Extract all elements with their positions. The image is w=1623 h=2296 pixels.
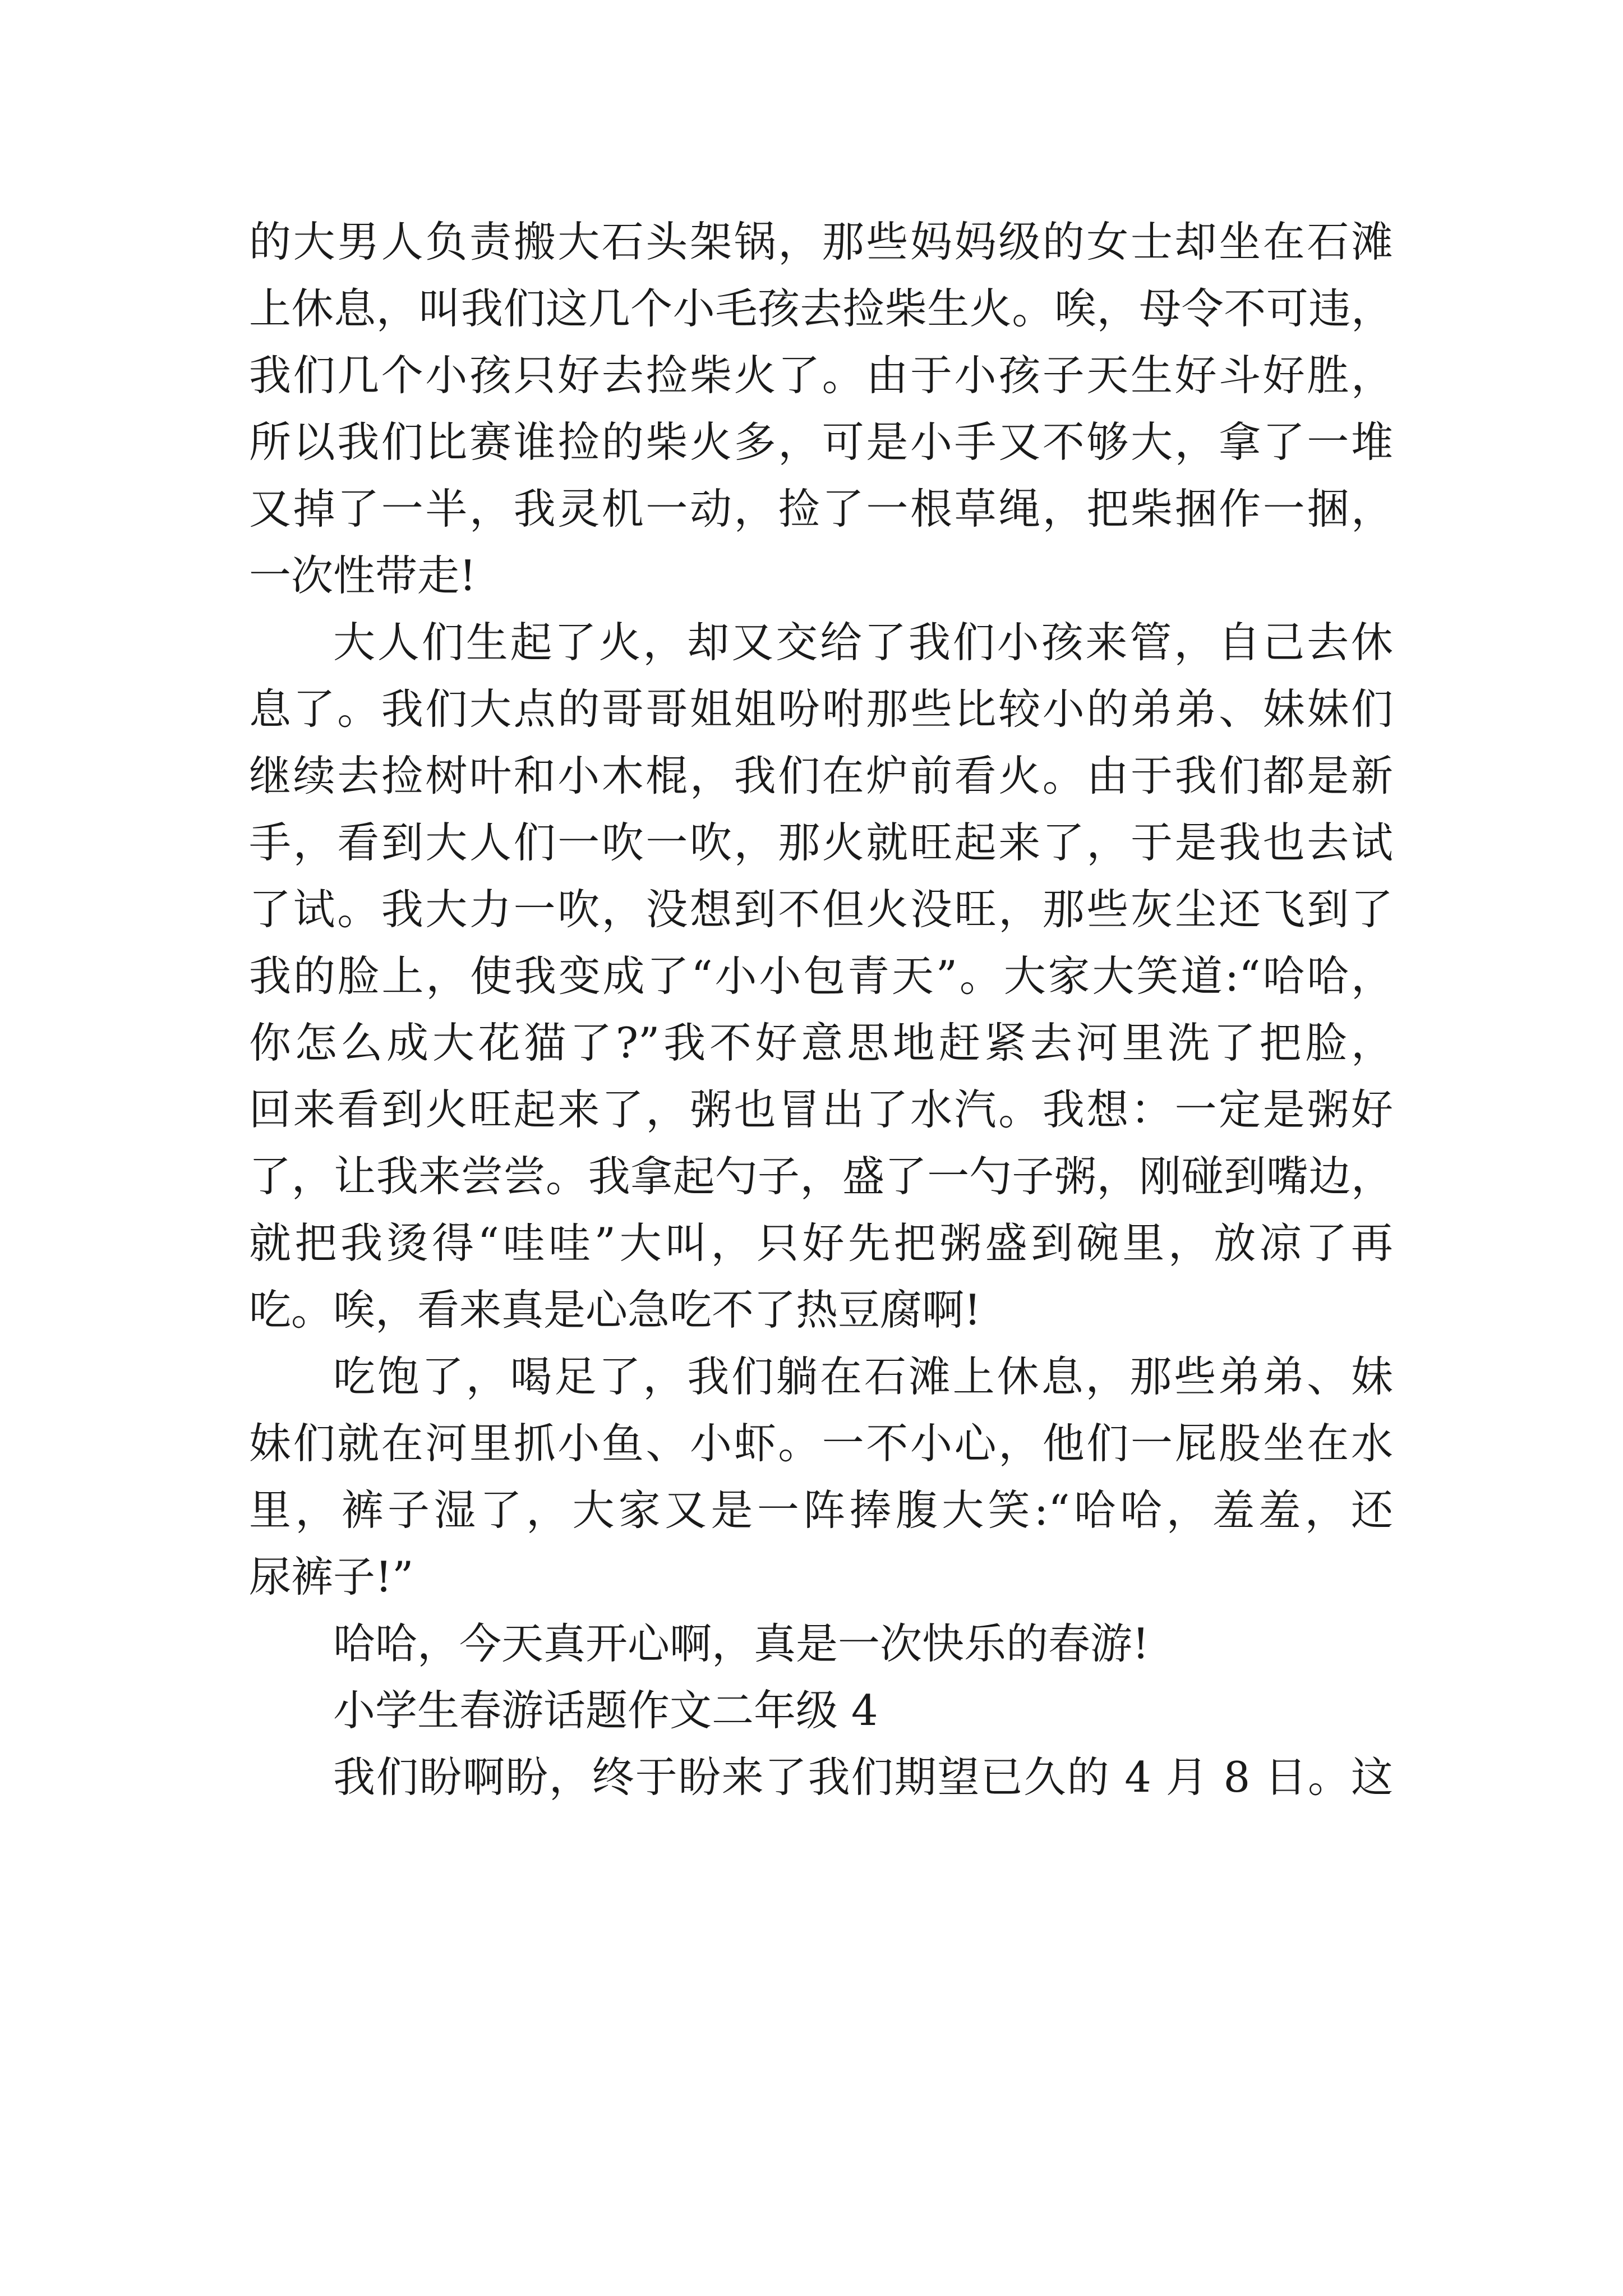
text-line: 的大男人负责搬大石头架锅，那些妈妈级的女士却坐在石滩 <box>249 217 1393 266</box>
text-line: 了试。我大力一吹，没想到不但火没旺，那些灰尘还飞到了 <box>249 885 1393 934</box>
text-line: 所以我们比赛谁捡的柴火多，可是小手又不够大，拿了一堆 <box>249 417 1393 467</box>
document-body <box>249 209 1393 1811</box>
text-line: 上休息，叫我们这几个小毛孩去捡柴生火。唉，母令不可违， <box>249 284 1393 333</box>
text-line: 吃饱了，喝足了，我们躺在石滩上休息，那些弟弟、妹 <box>333 1352 1393 1401</box>
text-line: 妹们就在河里抓小鱼、小虾。一不小心，他们一屁股坐在水 <box>249 1419 1393 1468</box>
text-line: 哈哈，今天真开心啊，真是一次快乐的春游! <box>333 1619 1150 1668</box>
text-line: 你怎么成大花猫了?”我不好意思地赶紧去河里洗了把脸， <box>249 1018 1393 1068</box>
text-line: 我的脸上，使我变成了“小小包青天”。大家大笑道:“哈哈， <box>249 951 1393 1001</box>
text-line: 我们几个小孩只好去捡柴火了。由于小孩子天生好斗好胜， <box>249 351 1393 400</box>
text-line: 又掉了一半，我灵机一动，捡了一根草绳，把柴捆作一捆， <box>249 484 1393 533</box>
text-line: 大人们生起了火，却又交给了我们小孩来管，自己去休 <box>333 618 1393 667</box>
text-line: 回来看到火旺起来了，粥也冒出了水汽。我想：一定是粥好 <box>249 1085 1393 1134</box>
text-line: 我们盼啊盼，终于盼来了我们期望已久的 4 月 8 日。这 <box>333 1752 1393 1802</box>
text-line: 了，让我来尝尝。我拿起勺子，盛了一勺子粥，刚碰到嘴边， <box>249 1152 1393 1201</box>
text-line: 一次性带走! <box>249 551 477 600</box>
text-line: 小学生春游话题作文二年级 4 <box>333 1686 878 1735</box>
text-line: 息了。我们大点的哥哥姐姐吩咐那些比较小的弟弟、妹妹们 <box>249 684 1393 734</box>
text-line: 继续去捡树叶和小木棍，我们在炉前看火。由于我们都是新 <box>249 751 1393 800</box>
text-line: 里，裤子湿了，大家又是一阵捧腹大笑:“哈哈，羞羞，还 <box>249 1485 1393 1535</box>
text-line: 尿裤子!” <box>249 1552 414 1602</box>
text-line: 就把我烫得“哇哇”大叫，只好先把粥盛到碗里，放凉了再 <box>249 1218 1393 1268</box>
text-line: 吃。唉，看来真是心急吃不了热豆腐啊! <box>249 1285 981 1335</box>
text-line: 手，看到大人们一吹一吹，那火就旺起来了，于是我也去试 <box>249 818 1393 867</box>
